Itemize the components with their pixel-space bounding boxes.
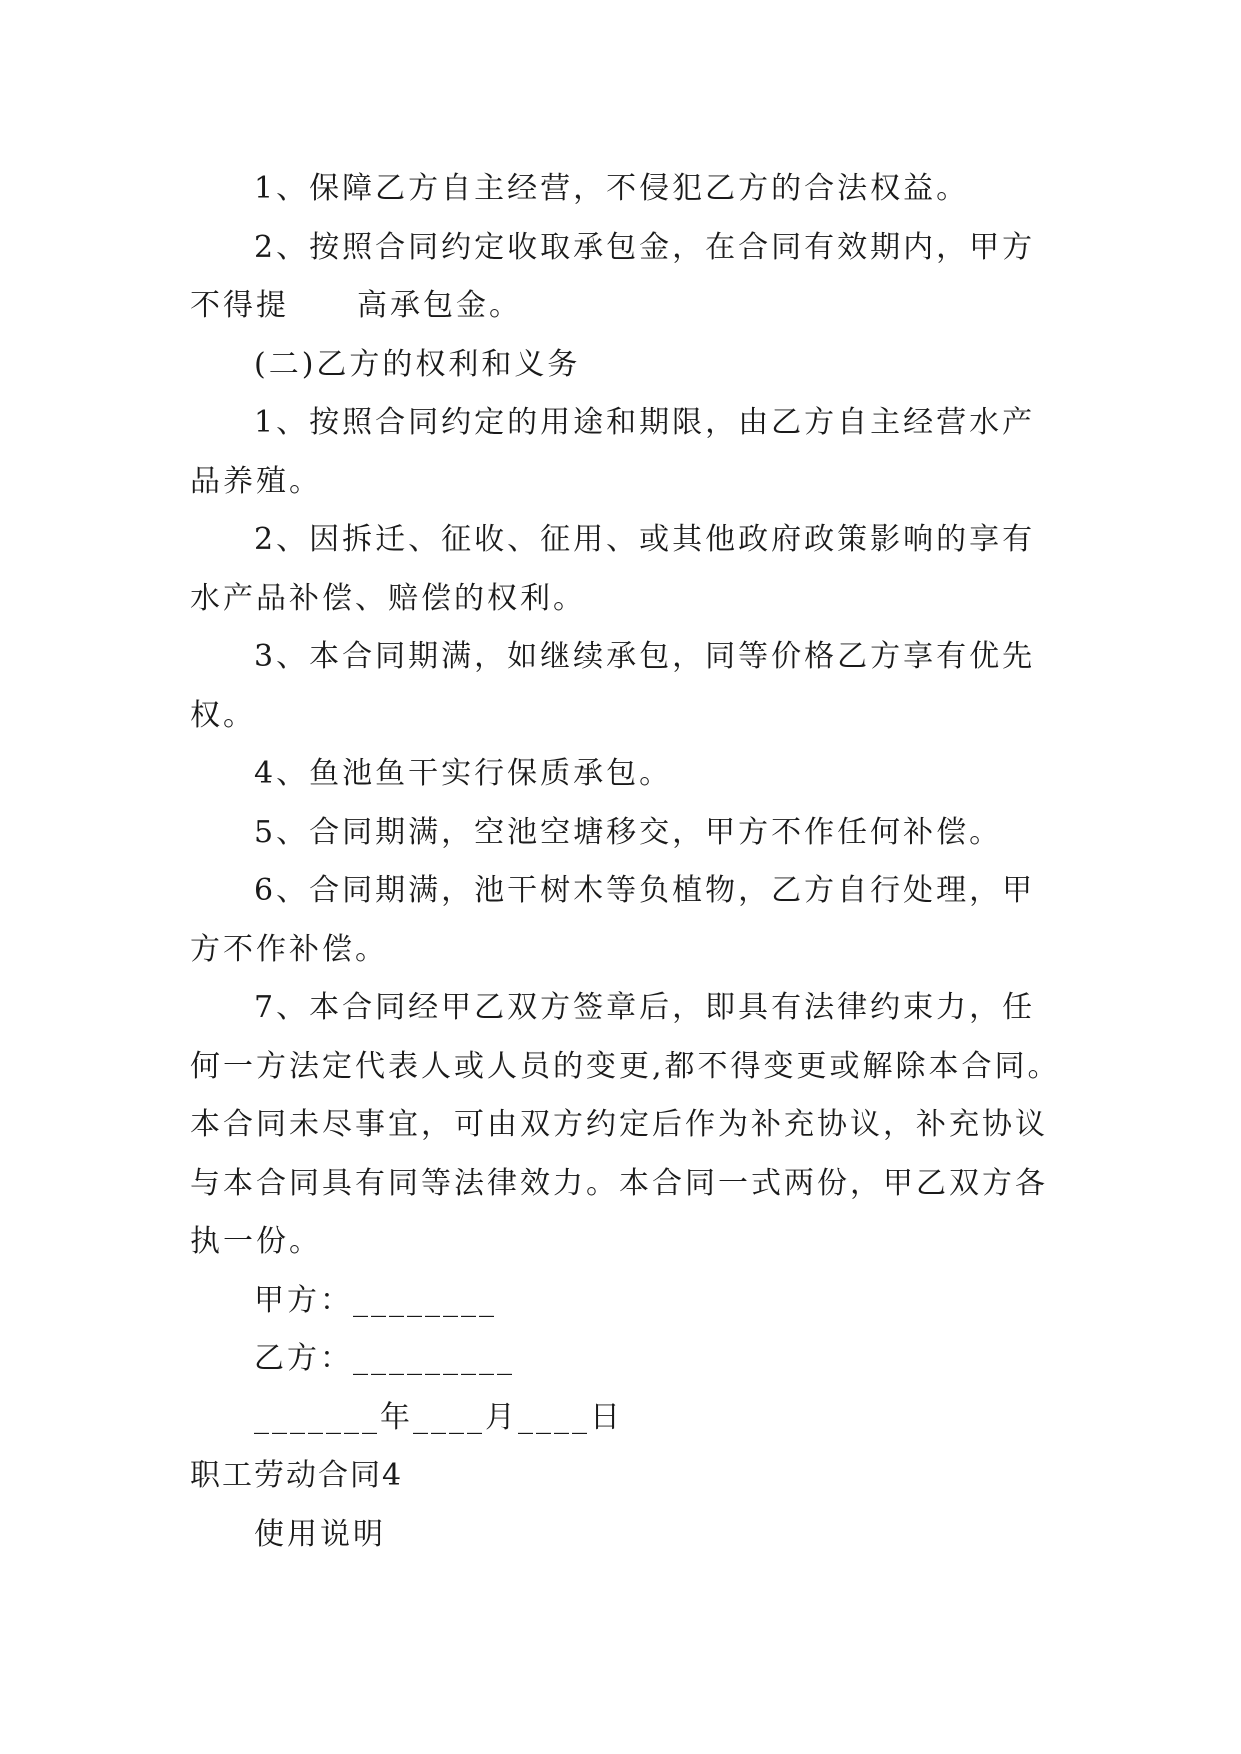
clause-b-6: 6、合同期满，池干树木等负植物，乙方自行处理，甲 <box>254 873 1036 908</box>
clause-b-1-continued: 品养殖。 <box>190 463 322 499</box>
clause-b-4: 4、鱼池鱼干实行保质承包。 <box>254 756 673 791</box>
clause-a-2-part-1: 不得提 <box>190 288 289 323</box>
clause-a-2-part-2: 高承包金。 <box>357 288 522 323</box>
clause-a-2-continued <box>190 277 1060 336</box>
clause-b-7-line-5: 执一份。 <box>190 1224 322 1259</box>
clause-b-3: 3、本合同期满，如继续承包，同等价格乙方享有优先 <box>254 639 1036 674</box>
clause-b-7-line-3: 本合同未尽事宜，可由双方约定后作为补充协议，补充协议 <box>190 1107 1048 1142</box>
signature-party-b: 乙方：_________ <box>254 1341 515 1376</box>
section-heading-party-b: (二)乙方的权利和义务 <box>254 346 581 382</box>
section-title: 职工劳动合同4 <box>190 1458 404 1493</box>
clause-a-1: 1、保障乙方自主经营，不侵犯乙方的合法权益。 <box>254 171 970 206</box>
clause-b-7-line-2: 何一方法定代表人或人员的变更,都不得变更或解除本合同。 <box>190 1048 1061 1084</box>
clause-b-2: 2、因拆迁、征收、征用、或其他政府政策影响的享有 <box>254 522 1036 557</box>
clause-b-1: 1、按照合同约定的用途和期限，由乙方自主经营水产 <box>254 405 1036 440</box>
clause-b-7: 7、本合同经甲乙双方签章后，即具有法律约束力，任 <box>254 990 1036 1025</box>
clause-b-3-continued: 权。 <box>190 697 256 733</box>
document-body <box>190 160 1060 1564</box>
signature-date: _______年____月____日 <box>254 1399 623 1435</box>
clause-b-7-line-4: 与本合同具有同等法律效力。本合同一式两份，甲乙双方各 <box>190 1165 1048 1201</box>
signature-party-a: 甲方：________ <box>254 1282 497 1318</box>
clause-b-2-continued: 水产品补偿、赔偿的权利。 <box>190 580 586 616</box>
clause-b-5: 5、合同期满，空池空塘移交，甲方不作任何补偿。 <box>254 814 1003 850</box>
usage-instructions-heading: 使用说明 <box>254 1516 386 1552</box>
clause-a-2: 2、按照合同约定收取承包金，在合同有效期内，甲方 <box>254 229 1036 265</box>
clause-b-6-continued: 方不作补偿。 <box>190 931 388 967</box>
